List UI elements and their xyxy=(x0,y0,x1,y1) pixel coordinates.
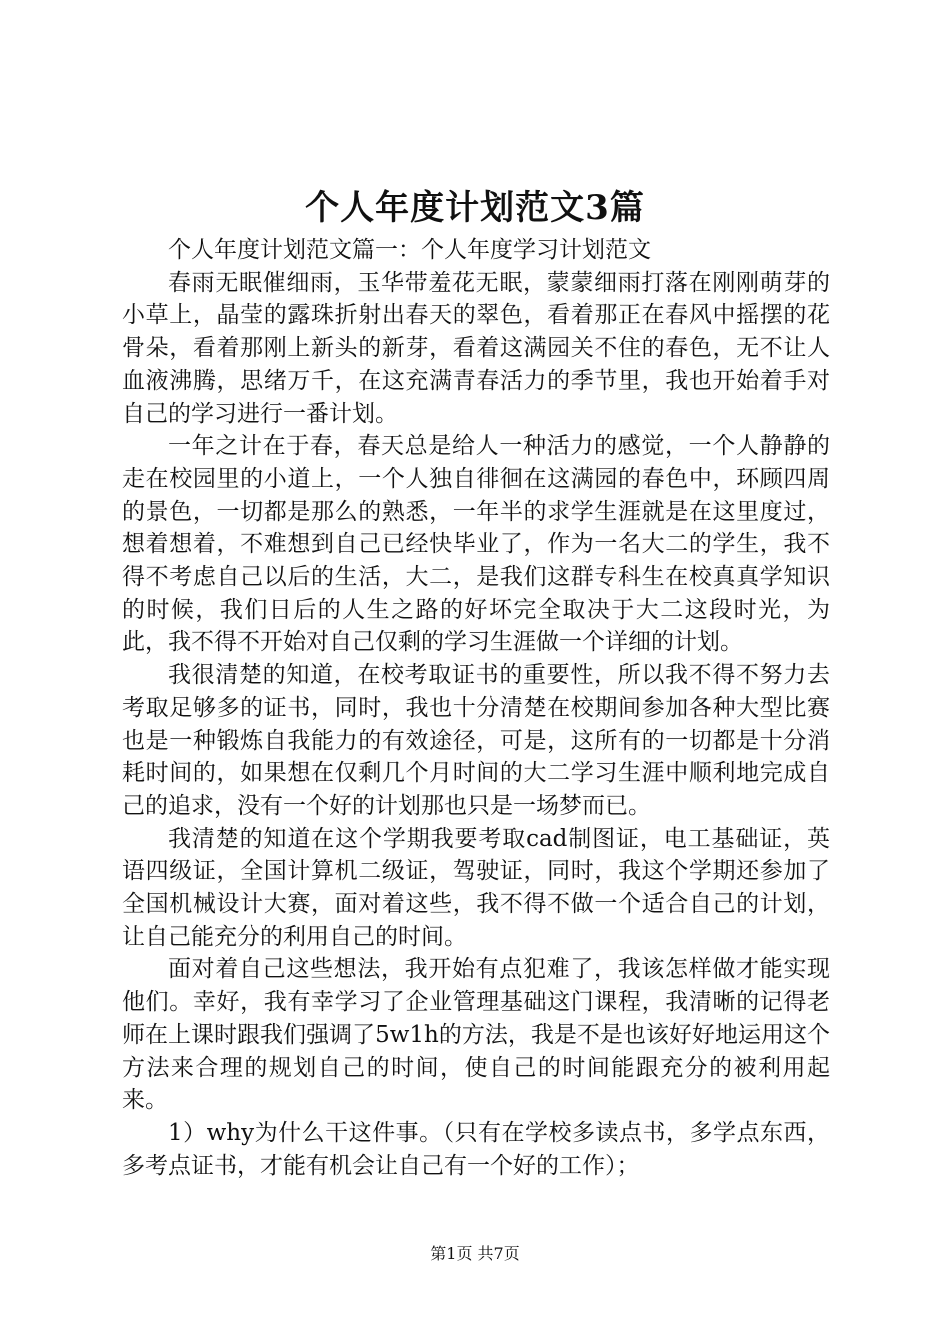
paragraph: 春雨无眠催细雨，玉华带羞花无眠，蒙蒙细雨打落在刚刚萌芽的小草上，晶莹的露珠折射出春天的翠色，看着那正在春风中摇摆的花骨朵，看着那刚上新头的新芽，看着这满园关不住的春色，无不让人血液沸腾，思绪万千，在这充满青春活力的季节里，我也开始着手对自己的学习进行一番计划。 xyxy=(122,269,830,427)
document-body xyxy=(122,234,830,1182)
paragraph: 面对着自己这些想法，我开始有点犯难了，我该怎样做才能实现他们。幸好，我有幸学习了企业管理基础这门课程，我清晰的记得老师在上课时跟我们强调了5w1h的方法，我是不是也该好好地运用这个方法来合理的规划自己的时间，使自己的时间能跟充分的被利用起来。 xyxy=(122,956,830,1114)
document-title: 个人年度计划范文3篇 xyxy=(305,188,645,228)
paragraph: 我很清楚的知道，在校考取证书的重要性，所以我不得不努力去考取足够多的证书，同时，我也十分清楚在校期间参加各种大型比赛也是一种锻炼自我能力的有效途径，可是，这所有的一切都是十分消耗时间的，如果想在仅剩几个月时间的大二学习生涯中顺利地完成自己的追求，没有一个好的计划那也只是一场梦而已。 xyxy=(122,662,830,819)
paragraph: 1）why为什么干这件事。（只有在学校多读点书，多学点东西，多考点证书，才能有机会让自己有一个好的工作）； xyxy=(122,1119,830,1179)
paragraph: 我清楚的知道在这个学期我要考取cad制图证，电工基础证，英语四级证，全国计算机二级证，驾驶证，同时，我这个学期还参加了全国机械设计大赛，面对着这些，我不得不做一个适合自己的计划，让自己能充分的利用自己的时间。 xyxy=(122,825,830,950)
paragraph: 个人年度计划范文篇一：个人年度学习计划范文 xyxy=(168,237,651,263)
page-footer: 第1页 共7页 xyxy=(430,1244,520,1263)
paragraph: 一年之计在于春，春天总是给人一种活力的感觉，一个人静静的走在校园里的小道上，一个人独自徘徊在这满园的春色中，环顾四周的景色，一切都是那么的熟悉，一年半的求学生涯就是在这里度过，想着想着，不难想到自己已经快毕业了，作为一名大二的学生，我不得不考虑自己以后的生活，大二，是我们这群专科生在校真真学知识的时候，我们日后的人生之路的好坏完全取决于大二这段时光，为此，我不得不开始对自己仅剩的学习生涯做一个详细的计划。 xyxy=(122,433,830,656)
